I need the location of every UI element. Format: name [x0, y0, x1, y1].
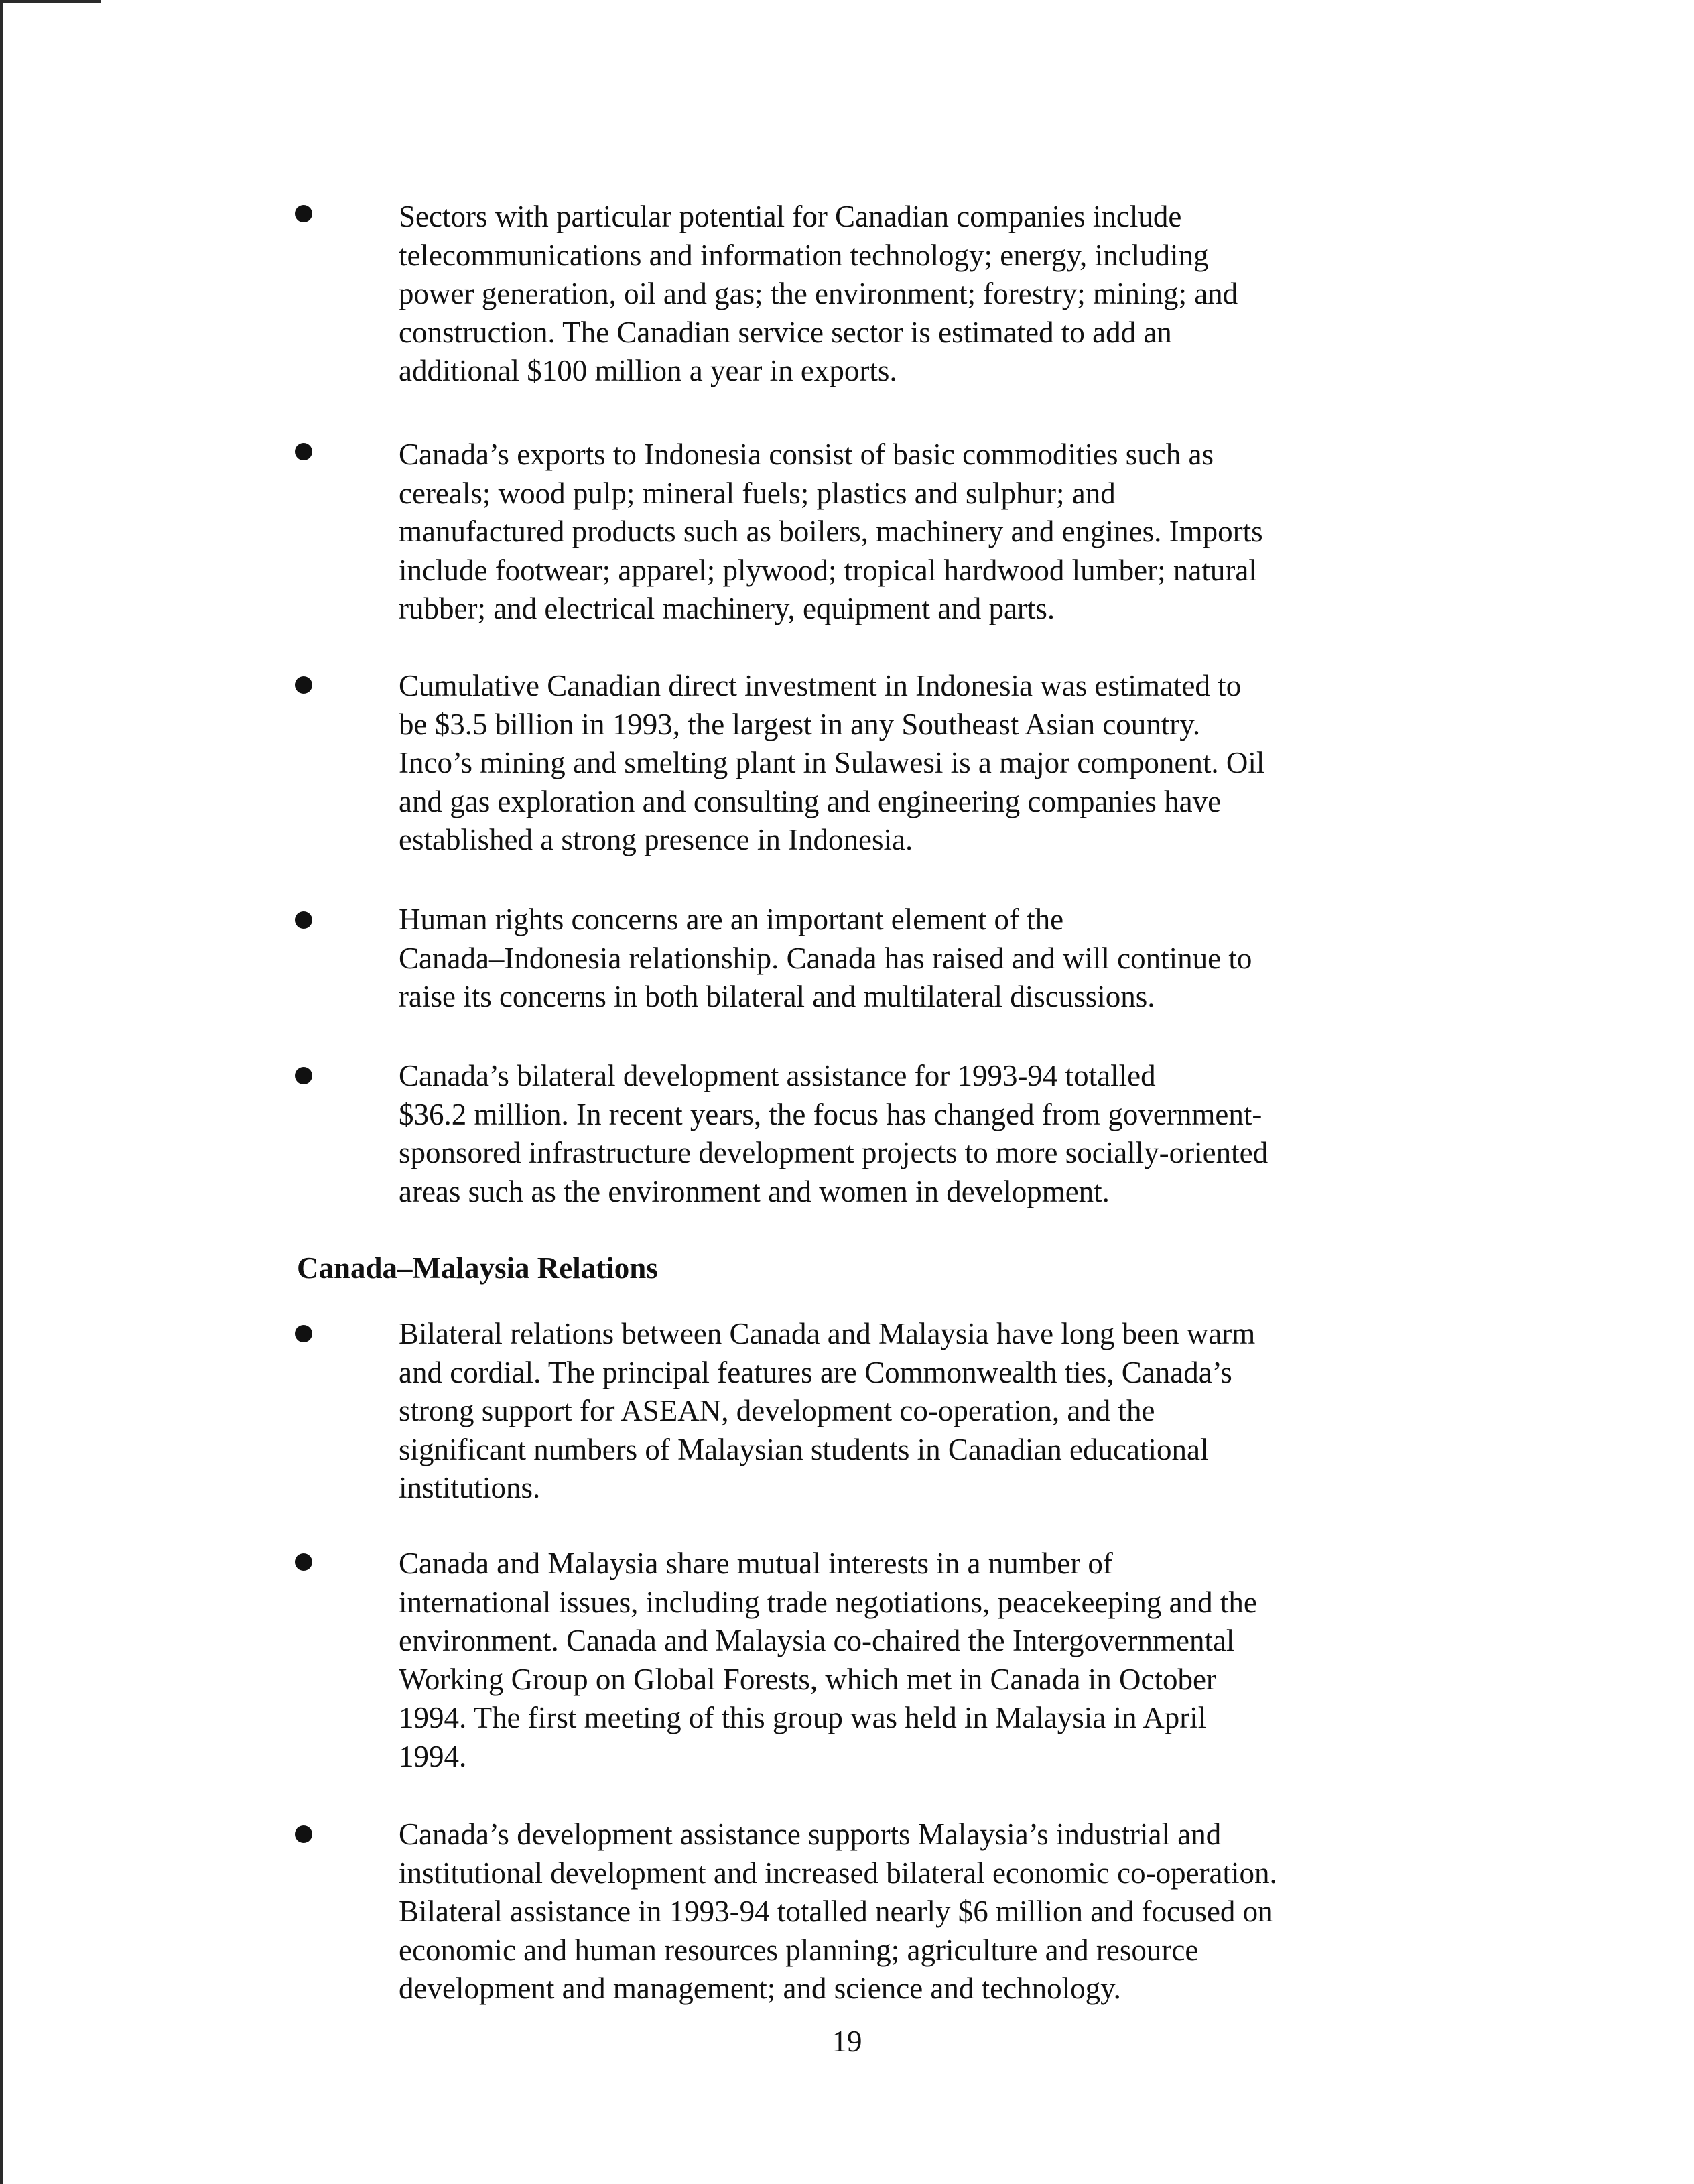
paragraph-malaysia-assistance: Canada’s development assistance supports Malaysia’s industrial and institutional development and increased bilateral economic co-operation. Bilateral assistance in 1993-94 totalled nearly $6 million and focused on economic and human resources planning; agriculture and resource development and management; and science and technology.: [399, 1817, 1277, 2005]
paragraph-investment: Cumulative Canadian direct investment in Indonesia was estimated to be $3.5 billion in 1993, the largest in any Southeast Asian country. Inco’s mining and smelting plant in Sulawesi is a major component. Oil and gas exploration and consulting and engineering companies have established a strong presence in Indonesia.: [399, 669, 1265, 856]
bullet-icon: [295, 1067, 312, 1084]
list-item: [399, 667, 1431, 860]
paragraph-sectors: Sectors with particular potential for Canadian companies include telecommunications and information technology; energy, including power generation, oil and gas; the environment; forestry; mining; and construction. The Canadian service sector is estimated to add an additional $100 million a year in exports.: [399, 200, 1238, 387]
paragraph-human-rights: Human rights concerns are an important element of the Canada–Indonesia relationship. Canada has raised and will continue to raise its concerns in both bilateral and multilateral discussions.: [399, 903, 1252, 1013]
bullet-icon: [295, 911, 312, 929]
page-number: 19: [832, 2025, 862, 2058]
list-item: [399, 436, 1431, 629]
bullet-icon: [295, 1325, 312, 1342]
list-item: [399, 198, 1431, 391]
list-item: [399, 1815, 1431, 2008]
list-item: [399, 901, 1431, 1017]
list-item: [399, 1315, 1431, 1508]
paragraph-bilateral-relations: Bilateral relations between Canada and Malaysia have long been warm and cordial. The principal features are Commonwealth ties, Canada’s strong support for ASEAN, development co-operation, and the significant numbers of Malaysian students in Canadian educational institutions.: [399, 1317, 1256, 1504]
bullet-icon: [295, 1553, 312, 1571]
bullet-icon: [295, 205, 312, 222]
bullet-icon: [295, 443, 312, 460]
bullet-icon: [295, 676, 312, 694]
paragraph-exports: Canada’s exports to Indonesia consist of basic commodities such as cereals; wood pulp; mineral fuels; plastics and sulphur; and manufactured products such as boilers, machinery and engines. Imports include footwear; apparel; plywood; tropical hardwood lumber; natural rubber; and electrical machinery, equipment and parts.: [399, 438, 1263, 625]
section-heading: Canada–Malaysia Relations: [297, 1251, 658, 1285]
paragraph-development-assistance: Canada’s bilateral development assistance for 1993-94 totalled $36.2 million. In recent years, the focus has changed from government- sponsored infrastructure development projects to more socially-oriented areas such as the environment and women in development.: [399, 1059, 1268, 1208]
bullet-icon: [295, 1825, 312, 1843]
paragraph-mutual-interests: Canada and Malaysia share mutual interests in a number of international issues, including trade negotiations, peacekeeping and the environment. Canada and Malaysia co-chaired the Intergovernmental Working Group on Global Forests, which met in Canada in October 1994. The first meeting of this group was held in Malaysia in April 1994.: [399, 1547, 1257, 1773]
list-item: [399, 1545, 1431, 1776]
list-item: [399, 1057, 1431, 1211]
